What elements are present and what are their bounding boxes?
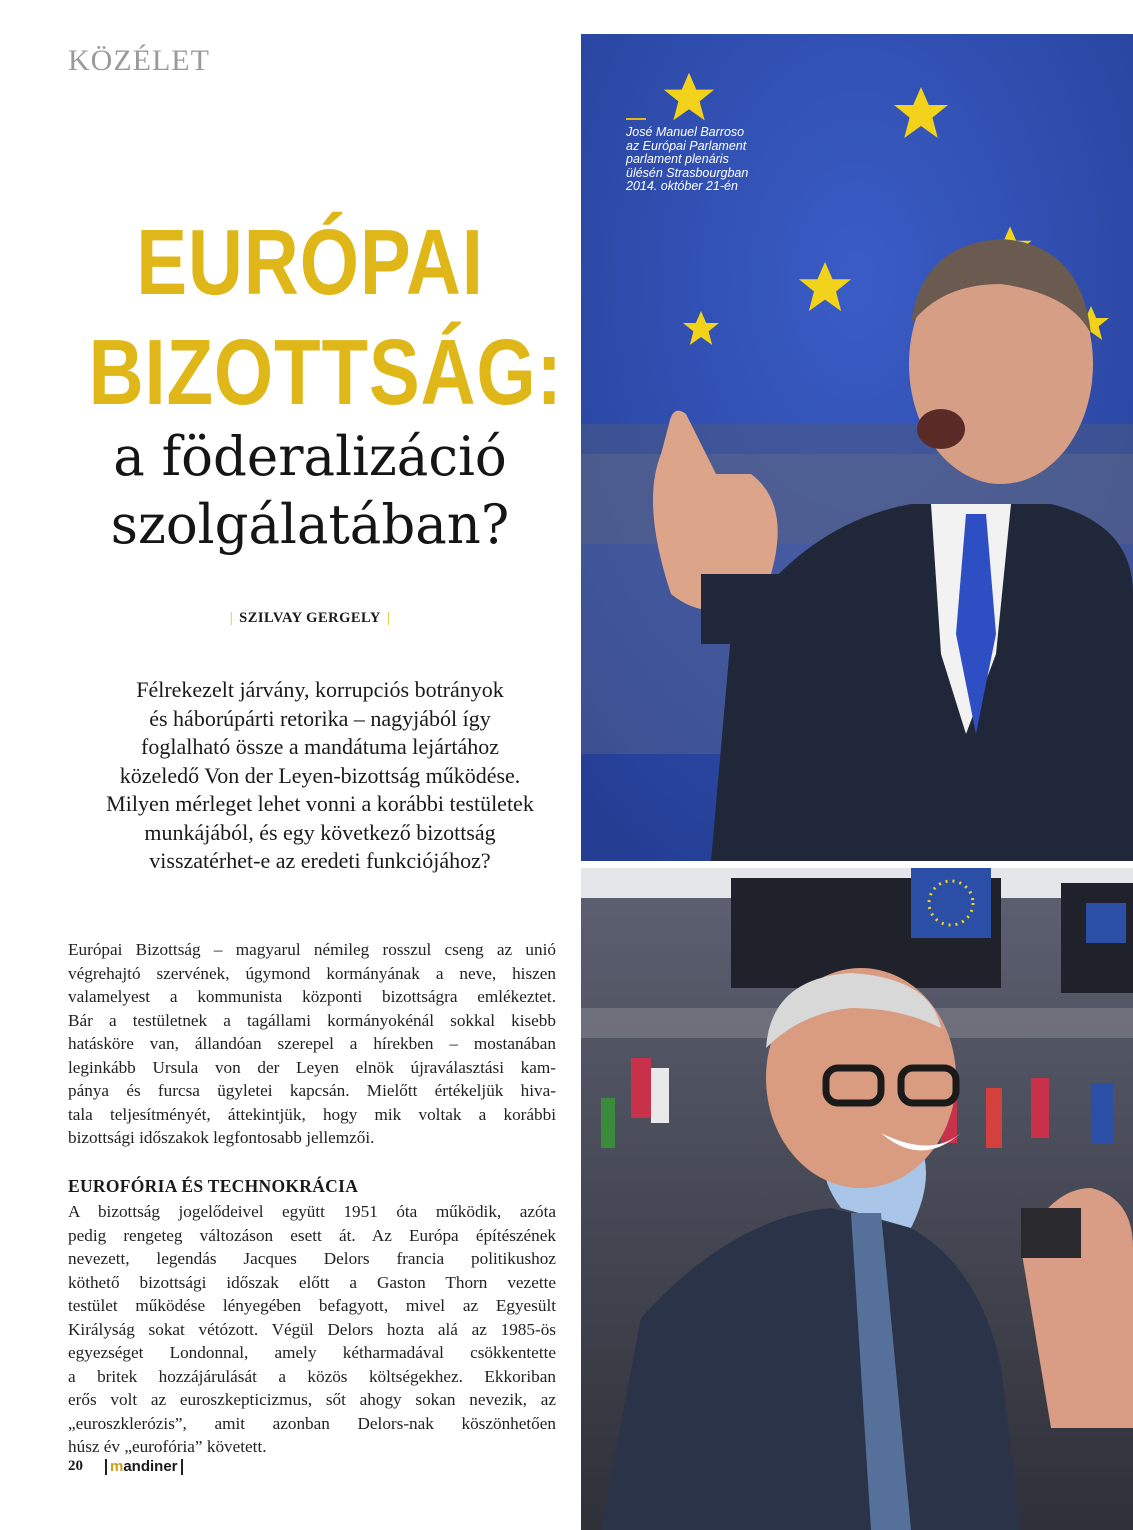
photo-juncker [581, 868, 1133, 1530]
lead-line: foglalható össze a mandátuma lejártához [141, 734, 499, 759]
caption-line: 2014. október 21-én [626, 179, 738, 193]
subheading: EUROFÓRIA ÉS TECHNOKRÁCIA [68, 1176, 359, 1196]
body-line: Királyság sokat vétózott. Végül Delors hozta alá az 1985-ös [68, 1319, 556, 1339]
caption-line: az Európai Parlament [626, 138, 747, 153]
body-line: pánya és furcsa ügyletei kapcsán. Mielőtt értékeljük hiva- [68, 1081, 556, 1100]
headline-line-1: EURÓPAI [136, 210, 484, 314]
author-name: SZILVAY GERGELY [239, 610, 381, 626]
intro-paragraph [68, 938, 556, 1150]
lead-line: visszatérhet-e az eredeti funkciójához? [149, 848, 491, 873]
body-line: A bizottság jogelődeivel együtt 1951 óta működik, azóta [68, 1202, 556, 1221]
body-line: a britek hozzájárulását a közös költségekhez. Ekkoriban [68, 1366, 556, 1386]
section-paragraph [68, 1200, 556, 1459]
lead-line: Félrekezelt járvány, korrupciós botrányok [136, 677, 504, 702]
lead-line: és háborúpárti retorika – nagyjából így [149, 705, 491, 731]
body-line: pedig rengeteg változáson esett át. Az Európa építészének [68, 1225, 556, 1245]
caption-accent [626, 118, 646, 120]
subtitle-line-2: szolgálatában? [110, 493, 510, 556]
body-line: leginkább Ursula von der Leyen elnök újraválasztási kam- [68, 1057, 556, 1077]
caption-line: parlament plenáris [626, 152, 729, 166]
lead-paragraph [40, 676, 600, 876]
photo-caption [626, 118, 748, 194]
body-line: egyezséget Londonnal, amely kétharmadával csökkentette [68, 1343, 556, 1362]
brand-logo: mandiner [105, 1459, 183, 1475]
body-line: Európai Bizottság – magyarul némileg rosszul cseng az unió [68, 940, 556, 959]
body-line: végrehajtó szervének, úgymond kormányának a neve, hiszen [68, 963, 556, 983]
subtitle-line-1: a föderalizáció [113, 425, 507, 488]
body-line: tala teljesítményét, áttekintjük, hogy mik voltak a korábbi [68, 1104, 556, 1124]
headline-line-2: BIZOTTSÁG: [88, 320, 563, 424]
section-label: KÖZÉLET [68, 44, 210, 77]
page-footer [68, 1458, 183, 1475]
byline: | SZILVAY GERGELY | [229, 610, 391, 626]
body-line: hatásköre van, állandóan szerepel a hírekben – mostanában [68, 1034, 556, 1053]
body-line: nevezett, legendás Jacques Delors francia politikushoz [68, 1249, 556, 1268]
body-line: testület működése lényegében befagyott, mivel az Egyesült [68, 1296, 556, 1315]
body-line: húsz év „eurofória” követett. [68, 1437, 267, 1456]
body-line: köthető bizottsági időszak előtt a Gaston Thorn vezette [68, 1272, 556, 1292]
body-line: bizottsági időszakok legfontosabb jellemzői. [68, 1128, 375, 1147]
caption-line: ülésén Strasbourgban [626, 165, 749, 180]
lead-line: munkájából, és egy következő bizottság [144, 819, 496, 845]
lead-line: Milyen mérleget lehet vonni a korábbi testületek [106, 791, 534, 816]
body-line: Bár a testületnek a tagállami kormányokénál sokkal kisebb [68, 1010, 556, 1030]
body-line: valamelyest a kommunista központi bizottságra emlékeztet. [68, 987, 556, 1006]
body-line: „euroszklerózis”, amit azonban Delors-nak köszönhetően [68, 1413, 556, 1433]
lead-line: közeledő Von der Leyen-bizottság működése. [119, 762, 521, 788]
page-number: 20 [68, 1458, 83, 1474]
body-line: erős volt az euroszkepticizmus, sőt ahogy sokan nevezik, az [68, 1390, 556, 1409]
caption-line: José Manuel Barroso [626, 125, 745, 139]
